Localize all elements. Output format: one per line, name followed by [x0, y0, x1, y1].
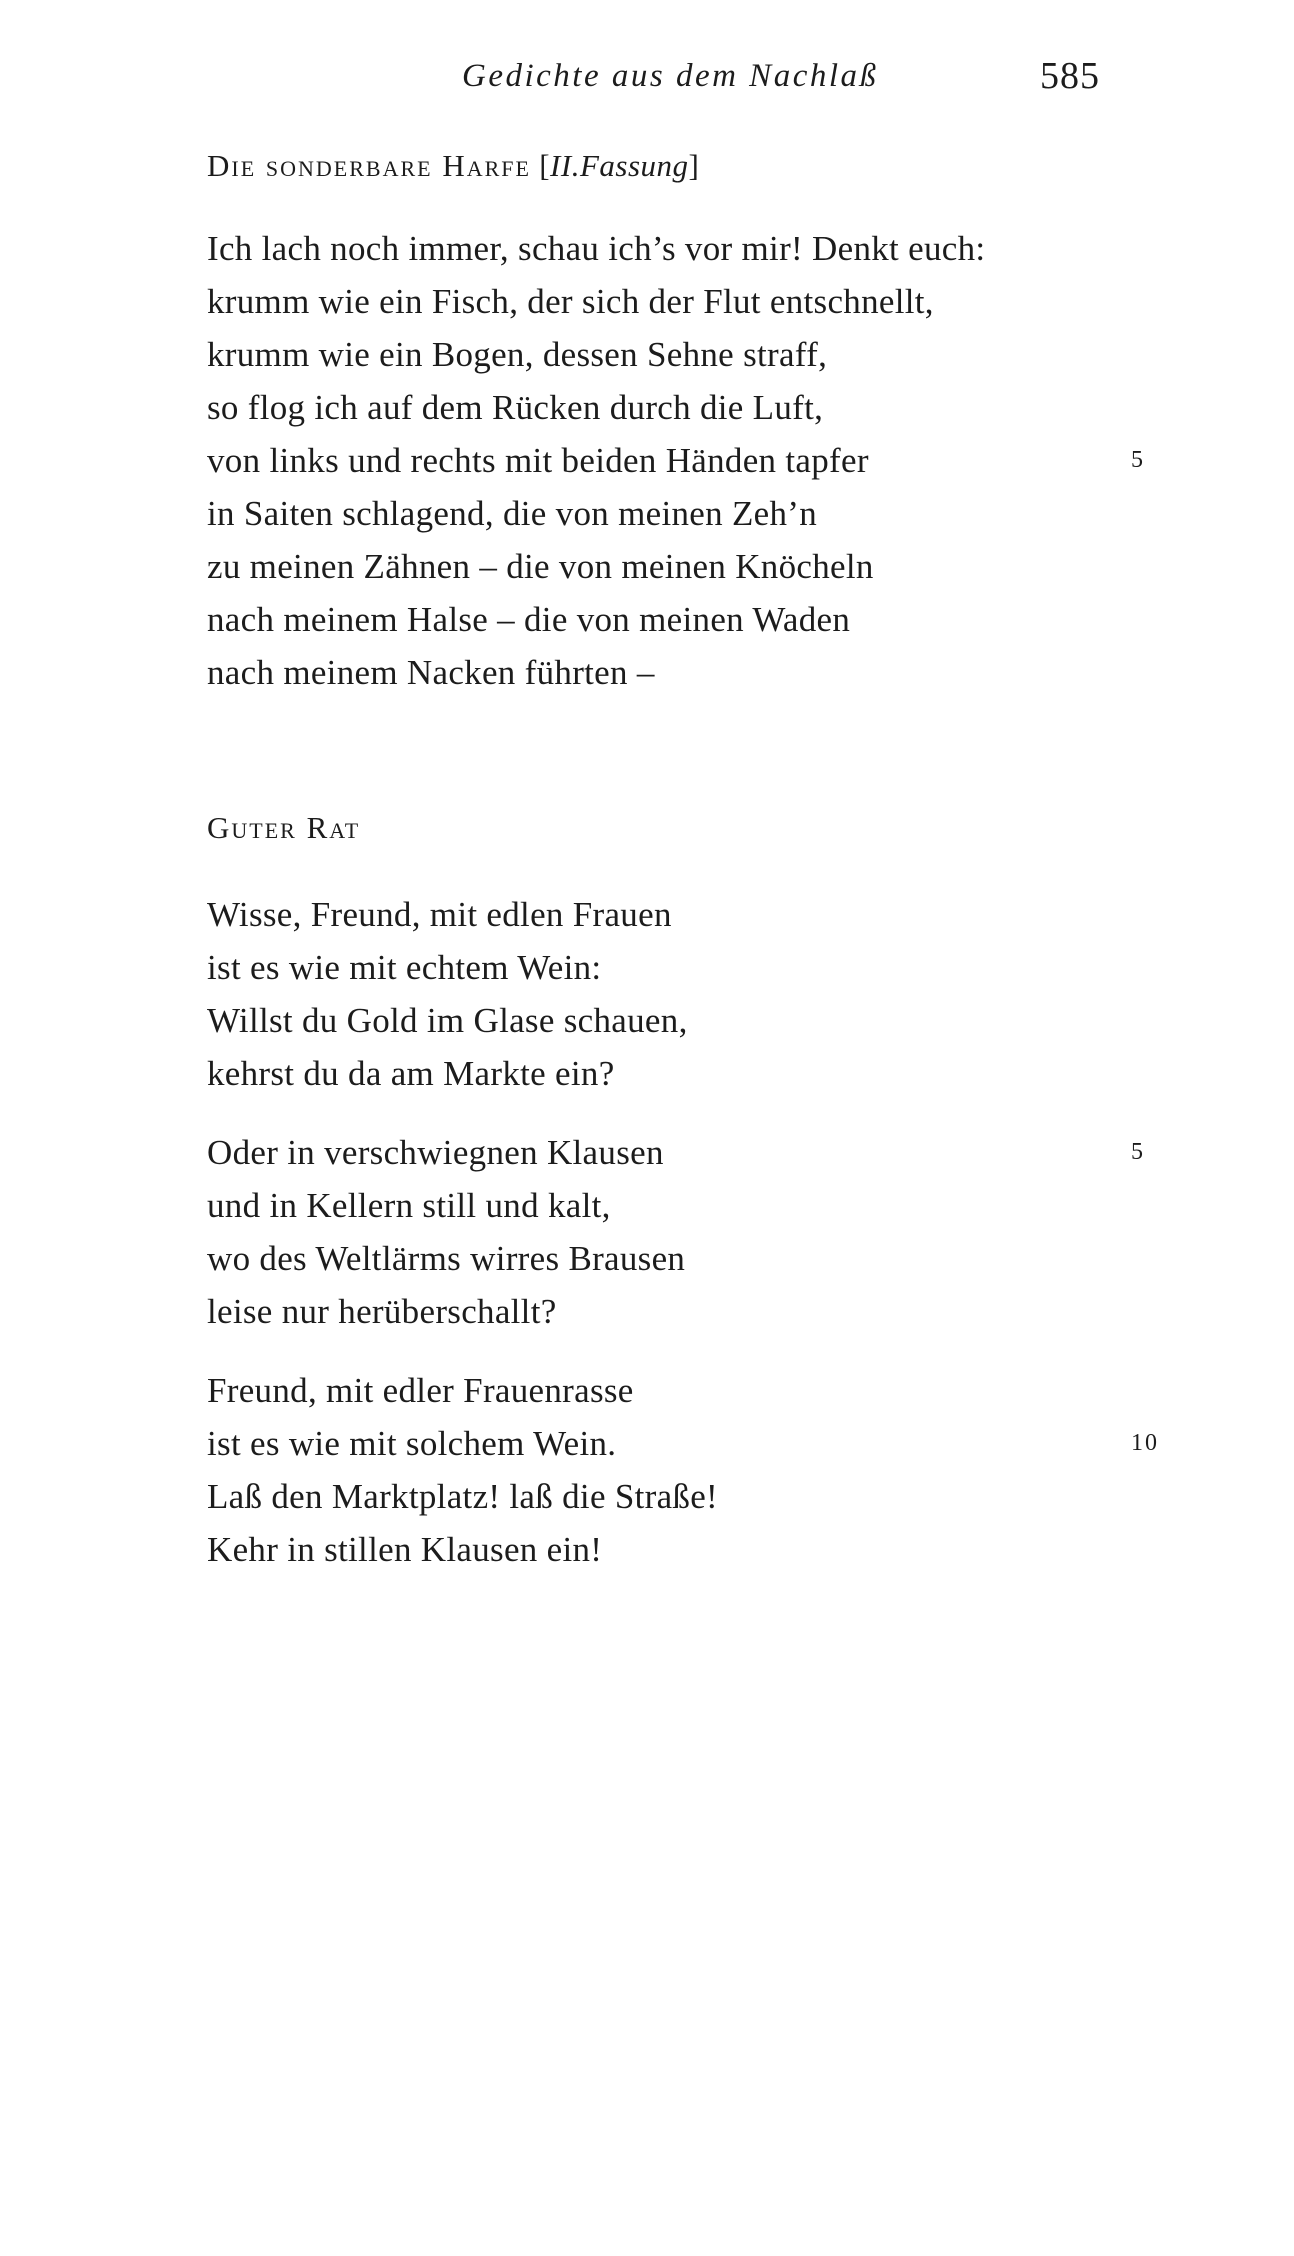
poem-title	[207, 808, 1167, 848]
verse-line: kehrst du da am Markte ein?	[207, 1054, 615, 1093]
verse-line-numbered	[207, 1417, 1167, 1470]
verse-line: in Saiten schlagend, die von meinen Zeh’n	[207, 494, 818, 533]
verse-line: Kehr in stillen Klausen ein!	[207, 1530, 603, 1569]
stanza	[207, 888, 1167, 1100]
verse-line: krumm wie ein Fisch, der sich der Flut entschnellt,	[207, 282, 934, 321]
verse-line: nach meinem Halse – die von meinen Waden	[207, 600, 851, 639]
poem-title-version-note	[531, 148, 699, 183]
line-number: 10	[1131, 1430, 1159, 1456]
verse-line: nach meinem Nacken führten –	[207, 653, 655, 692]
verse-line: Freund, mit edler Frauenrasse	[207, 1371, 634, 1410]
verse-line: Laß den Marktplatz! laß die Straße!	[207, 1477, 718, 1516]
page-number: 585	[1040, 55, 1100, 97]
verse-line: Wisse, Freund, mit edlen Frauen	[207, 895, 672, 934]
line-number: 5	[1131, 447, 1145, 473]
verse-line: leise nur herüberschallt?	[207, 1292, 557, 1331]
verse-line-numbered	[207, 1126, 1167, 1179]
verse-line: Ich lach noch immer, schau ich’s vor mir! Denkt euch:	[207, 229, 986, 268]
line-number: 5	[1131, 1139, 1145, 1165]
verse-text: ist es wie mit solchem Wein.	[207, 1424, 617, 1463]
poem-title-text: Guter Rat	[207, 810, 361, 845]
running-head	[0, 52, 1294, 112]
verse-line: wo des Weltlärms wirres Brausen	[207, 1239, 686, 1278]
poem-title	[207, 146, 1167, 186]
verse-line: zu meinen Zähnen – die von meinen Knöcheln	[207, 547, 874, 586]
stanza	[207, 1364, 1167, 1576]
verse-text: Oder in verschwiegnen Klausen	[207, 1133, 664, 1172]
poem-title-text: Die sonderbare Harfe	[207, 148, 531, 183]
verse-line: und in Kellern still und kalt,	[207, 1186, 611, 1225]
verse-line: krumm wie ein Bogen, dessen Sehne straff,	[207, 335, 828, 374]
verse-line-numbered	[207, 434, 1167, 487]
verse-text: von links und rechts mit beiden Händen tapfer	[207, 441, 869, 480]
verse-line: ist es wie mit echtem Wein:	[207, 948, 602, 987]
verse-line: so flog ich auf dem Rücken durch die Luft,	[207, 388, 824, 427]
title-note-italic: II.Fassung	[550, 148, 689, 183]
stanza	[207, 1126, 1167, 1338]
running-title: Gedichte aus dem Nachlaß	[462, 58, 879, 94]
poem-die-sonderbare-harfe	[207, 146, 1167, 699]
title-note-open: [	[530, 148, 551, 183]
poem-guter-rat	[207, 808, 1167, 1576]
stanza	[207, 222, 1167, 699]
verse-line: Willst du Gold im Glase schauen,	[207, 1001, 688, 1040]
title-note-close: ]	[688, 148, 700, 183]
